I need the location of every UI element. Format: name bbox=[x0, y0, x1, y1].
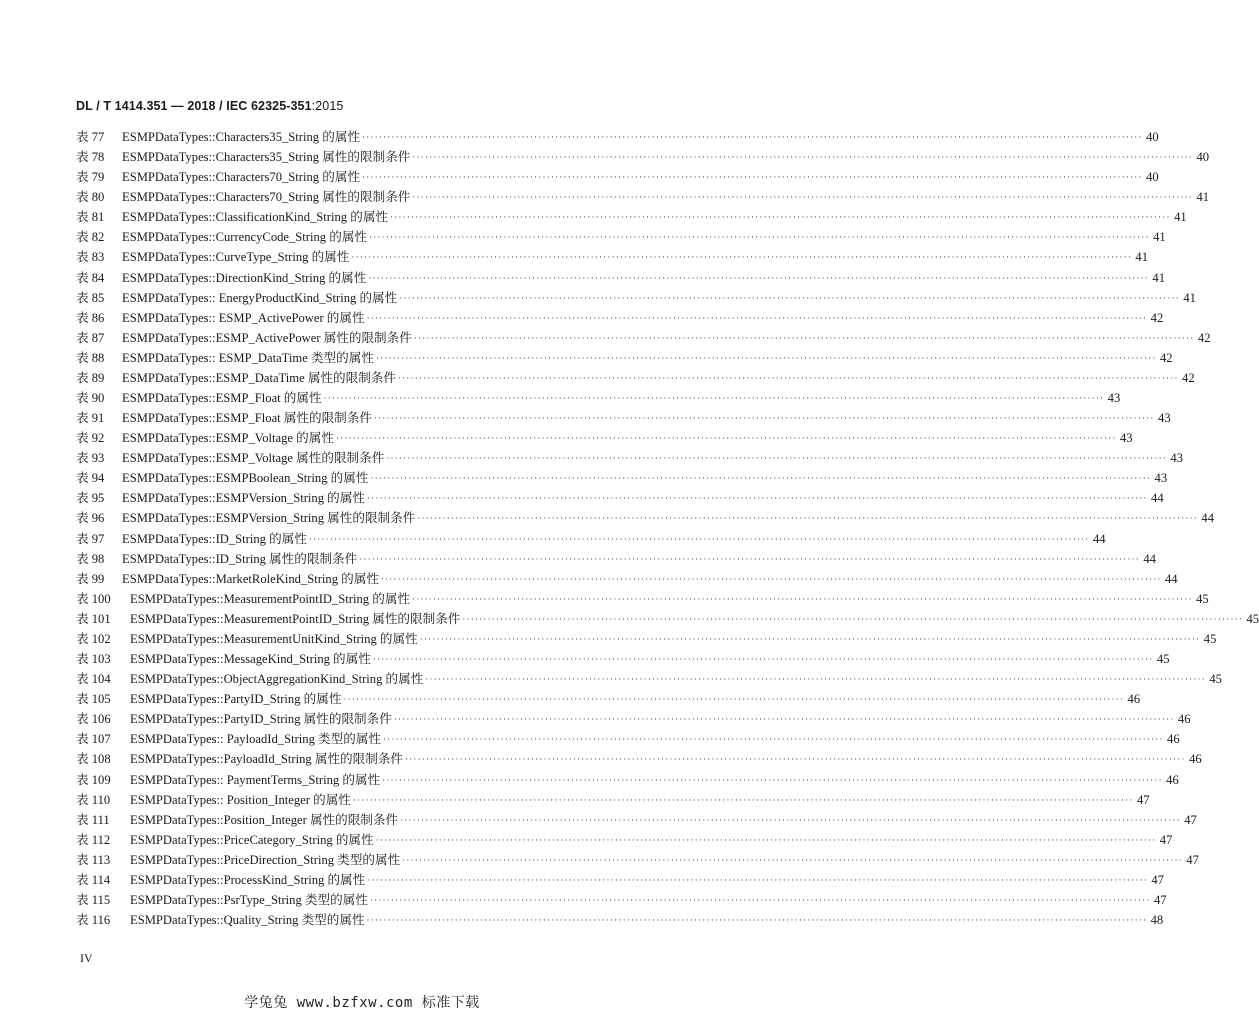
toc-entry-label: 表 111 bbox=[76, 812, 110, 827]
toc-entry-title: ESMPDataTypes::Characters35_String 属性的限制条件 bbox=[122, 150, 411, 165]
toc-entry-title: ESMPDataTypes::ESMP_Float 的属性 bbox=[122, 391, 322, 406]
toc-entry[interactable] bbox=[76, 649, 1170, 669]
toc-dot-leader bbox=[412, 589, 1193, 609]
toc-entry-label: 表 83 bbox=[76, 250, 105, 265]
toc-entry[interactable] bbox=[76, 508, 1214, 528]
toc-entry-label: 表 98 bbox=[76, 551, 105, 566]
toc-entry-title: ESMPDataTypes::ESMP_DataTime 属性的限制条件 bbox=[122, 370, 396, 385]
toc-dot-leader bbox=[398, 368, 1179, 388]
toc-entry-label: 表 86 bbox=[76, 310, 105, 325]
toc-entry-label: 表 96 bbox=[76, 511, 105, 526]
toc-entry[interactable] bbox=[76, 187, 1210, 207]
toc-entry[interactable] bbox=[76, 247, 1149, 267]
toc-entry-page: 43 bbox=[1107, 391, 1121, 406]
toc-entry[interactable] bbox=[76, 810, 1197, 830]
toc-dot-leader bbox=[420, 629, 1201, 649]
toc-entry-label: 表 104 bbox=[76, 672, 111, 687]
toc-entry-page: 47 bbox=[1186, 852, 1199, 867]
toc-entry-label: 表 101 bbox=[76, 611, 111, 626]
toc-entry[interactable] bbox=[76, 268, 1165, 288]
toc-entry[interactable] bbox=[76, 850, 1199, 870]
toc-entry[interactable] bbox=[76, 830, 1173, 850]
toc-dot-leader bbox=[386, 448, 1167, 468]
toc-entry-label: 表 81 bbox=[76, 210, 105, 225]
toc-entry-title: ESMPDataTypes::Quality_String 类型的属性 bbox=[130, 913, 365, 928]
toc-entry-label: 表 95 bbox=[76, 491, 105, 506]
toc-entry-title: ESMPDataTypes::ESMPVersion_String 属性的限制条件 bbox=[122, 511, 416, 526]
toc-entry-page: 44 bbox=[1151, 491, 1164, 506]
toc-entry-page: 41 bbox=[1174, 210, 1187, 225]
toc-entry[interactable] bbox=[76, 790, 1150, 810]
toc-dot-leader bbox=[370, 468, 1151, 488]
toc-dot-leader bbox=[414, 328, 1195, 348]
toc-entry-label: 表 106 bbox=[76, 712, 111, 727]
toc-dot-leader bbox=[373, 649, 1154, 669]
toc-dot-leader bbox=[390, 207, 1171, 227]
toc-entry-label: 表 105 bbox=[76, 692, 111, 707]
toc-entry-title: ESMPDataTypes::PriceDirection_String 类型的属性 bbox=[130, 852, 401, 867]
toc-entry-label: 表 112 bbox=[76, 832, 111, 847]
toc-entry-page: 40 bbox=[1196, 150, 1210, 165]
standard-number: DL / T 1414.351 — 2018 / IEC 62325-351 bbox=[76, 99, 312, 113]
toc-entry[interactable] bbox=[76, 368, 1195, 388]
toc-entry-page: 43 bbox=[1158, 411, 1171, 426]
toc-entry-label: 表 107 bbox=[76, 732, 111, 747]
toc-entry-page: 42 bbox=[1197, 330, 1211, 345]
toc-dot-leader bbox=[368, 268, 1149, 288]
toc-entry-page: 46 bbox=[1127, 692, 1141, 707]
toc-dot-leader bbox=[376, 830, 1157, 850]
toc-entry[interactable] bbox=[76, 428, 1133, 448]
toc-entry-page: 42 bbox=[1160, 350, 1173, 365]
toc-entry-label: 表 84 bbox=[76, 270, 105, 285]
toc-entry-title: ESMPDataTypes::ESMPBoolean_String 的属性 bbox=[122, 471, 369, 486]
toc-entry-page: 45 bbox=[1203, 631, 1217, 646]
toc-entry-title: ESMPDataTypes:: PaymentTerms_String 的属性 bbox=[130, 772, 381, 787]
toc-entry-page: 41 bbox=[1196, 190, 1210, 205]
toc-entry-page: 46 bbox=[1166, 772, 1179, 787]
toc-dot-leader bbox=[367, 870, 1148, 890]
toc-dot-leader bbox=[370, 890, 1151, 910]
toc-entry-title: ESMPDataTypes::DirectionKind_String 的属性 bbox=[122, 270, 367, 285]
toc-entry-title: ESMPDataTypes::ID_String 的属性 bbox=[122, 531, 307, 546]
toc-dot-leader bbox=[309, 529, 1090, 549]
toc-entry-title: ESMPDataTypes::ProcessKind_String 的属性 bbox=[130, 872, 366, 887]
toc-entry-page: 47 bbox=[1136, 792, 1150, 807]
toc-entry-title: ESMPDataTypes::CurrencyCode_String 的属性 bbox=[122, 230, 368, 245]
page-number: IV bbox=[80, 951, 93, 965]
toc-entry[interactable] bbox=[76, 468, 1168, 488]
toc-entry[interactable] bbox=[76, 669, 1222, 689]
toc-entry-page: 43 bbox=[1120, 431, 1133, 446]
toc-dot-leader bbox=[462, 609, 1243, 629]
toc-dot-leader bbox=[367, 488, 1148, 508]
toc-dot-leader bbox=[417, 508, 1198, 528]
toc-dot-leader bbox=[351, 247, 1132, 267]
toc-entry[interactable] bbox=[76, 529, 1106, 549]
toc-entry[interactable] bbox=[76, 770, 1179, 790]
toc-dot-leader bbox=[362, 127, 1143, 147]
toc-dot-leader bbox=[412, 187, 1193, 207]
toc-entry-page: 44 bbox=[1165, 571, 1178, 586]
toc-entry-label: 表 97 bbox=[76, 531, 105, 546]
toc-dot-leader bbox=[324, 388, 1105, 408]
toc-entry-title: ESMPDataTypes:: ESMP_DataTime 类型的属性 bbox=[122, 350, 374, 365]
toc-entry[interactable] bbox=[76, 408, 1171, 428]
toc-dot-leader bbox=[412, 147, 1193, 167]
toc-entry-page: 46 bbox=[1189, 752, 1202, 767]
toc-entry[interactable] bbox=[76, 348, 1173, 368]
toc-entry-title: ESMPDataTypes::MeasurementPointID_String 的属性 bbox=[130, 591, 411, 606]
toc-entry-label: 表 80 bbox=[76, 190, 105, 205]
toc-dot-leader bbox=[367, 910, 1148, 930]
toc-entry-page: 47 bbox=[1151, 872, 1164, 887]
toc-entry[interactable] bbox=[76, 629, 1217, 649]
toc-entry-page: 40 bbox=[1146, 130, 1159, 144]
toc-dot-leader bbox=[394, 709, 1175, 729]
toc-entry[interactable] bbox=[76, 147, 1210, 167]
toc-entry-title: ESMPDataTypes::PartyID_String 的属性 bbox=[130, 692, 342, 707]
page-header bbox=[76, 99, 343, 113]
toc-entry-title: ESMPDataTypes::MeasurementPointID_String 属性的限制条件 bbox=[130, 611, 461, 626]
toc-entry[interactable] bbox=[76, 549, 1156, 569]
toc-entry[interactable] bbox=[76, 328, 1211, 348]
toc-dot-leader bbox=[374, 408, 1155, 428]
toc-entry[interactable] bbox=[76, 589, 1209, 609]
toc-entry-label: 表 85 bbox=[76, 290, 105, 305]
toc-dot-leader bbox=[376, 348, 1157, 368]
toc-entry-label: 表 116 bbox=[76, 913, 111, 928]
toc-entry-title: ESMPDataTypes::ESMP_Voltage 的属性 bbox=[122, 431, 334, 446]
toc-entry-title: ESMPDataTypes::ESMP_Voltage 属性的限制条件 bbox=[122, 451, 385, 466]
toc-entry-label: 表 90 bbox=[76, 391, 105, 406]
toc-entry-label: 表 93 bbox=[76, 451, 105, 466]
toc-entry-label: 表 89 bbox=[76, 370, 105, 385]
toc-entry-page: 41 bbox=[1153, 230, 1166, 245]
toc-entry-page: 47 bbox=[1153, 892, 1167, 907]
toc-entry-page: 41 bbox=[1183, 290, 1196, 305]
toc-entry-label: 表 115 bbox=[76, 892, 111, 907]
toc-entry[interactable] bbox=[76, 890, 1167, 910]
toc-entry-label: 表 100 bbox=[76, 591, 111, 606]
toc-entry-page: 45 bbox=[1196, 591, 1209, 606]
toc-entry[interactable] bbox=[76, 609, 1259, 629]
toc-entry[interactable] bbox=[76, 448, 1183, 468]
toc-entry-page: 45 bbox=[1246, 611, 1259, 626]
toc-entry-label: 表 99 bbox=[76, 571, 105, 586]
toc-entry-title: ESMPDataTypes::PayloadId_String 属性的限制条件 bbox=[130, 752, 404, 767]
toc-entry-page: 45 bbox=[1209, 672, 1222, 687]
toc-entry-page: 43 bbox=[1154, 471, 1168, 486]
toc-dot-leader bbox=[362, 167, 1143, 187]
toc-dot-leader bbox=[425, 669, 1206, 689]
toc-entry-label: 表 114 bbox=[76, 872, 111, 887]
toc-dot-leader bbox=[353, 790, 1134, 810]
toc-entry-title: ESMPDataTypes::Position_Integer 属性的限制条件 bbox=[130, 812, 399, 827]
toc-entry[interactable] bbox=[76, 870, 1164, 890]
toc-entry-title: ESMPDataTypes::PartyID_String 属性的限制条件 bbox=[130, 712, 392, 727]
toc-entry[interactable] bbox=[76, 910, 1164, 930]
toc-entry[interactable] bbox=[76, 689, 1141, 709]
toc-entry-label: 表 88 bbox=[76, 350, 105, 365]
toc-dot-leader bbox=[343, 689, 1124, 709]
toc-entry-title: ESMPDataTypes::MarketRoleKind_String 的属性 bbox=[122, 571, 379, 586]
toc-entry-page: 46 bbox=[1167, 732, 1180, 747]
toc-entry[interactable] bbox=[76, 488, 1164, 508]
toc-entry-title: ESMPDataTypes::ID_String 属性的限制条件 bbox=[122, 551, 358, 566]
toc-entry[interactable] bbox=[76, 227, 1166, 247]
toc-entry-label: 表 78 bbox=[76, 150, 105, 165]
toc-entry-page: 48 bbox=[1150, 913, 1164, 928]
toc-entry[interactable] bbox=[76, 167, 1159, 187]
toc-entry-title: ESMPDataTypes::PsrType_String 类型的属性 bbox=[130, 892, 368, 907]
toc-entry[interactable] bbox=[76, 207, 1187, 227]
standard-year-suffix: :2015 bbox=[311, 99, 344, 113]
toc-entry-page: 42 bbox=[1182, 370, 1195, 385]
toc-entry-page: 42 bbox=[1150, 310, 1164, 325]
toc-entry-title: ESMPDataTypes::ESMP_ActivePower 属性的限制条件 bbox=[122, 330, 412, 345]
toc-entry-title: ESMPDataTypes::ObjectAggregationKind_String 的属性 bbox=[130, 672, 424, 687]
toc-entry-title: ESMPDataTypes:: ESMP_ActivePower 的属性 bbox=[122, 310, 365, 325]
toc-entry-label: 表 91 bbox=[76, 411, 105, 426]
toc-entry-title: ESMPDataTypes:: PayloadId_String 类型的属性 bbox=[130, 732, 381, 747]
toc-dot-leader bbox=[399, 288, 1180, 308]
toc-entry-title: ESMPDataTypes::Characters70_String 的属性 bbox=[122, 170, 361, 185]
toc-entry[interactable] bbox=[76, 288, 1196, 308]
toc-entry-page: 44 bbox=[1201, 511, 1214, 526]
toc-dot-leader bbox=[381, 569, 1162, 589]
toc-entry[interactable] bbox=[76, 388, 1121, 408]
toc-entry[interactable] bbox=[76, 569, 1178, 589]
toc-entry-label: 表 92 bbox=[76, 431, 105, 446]
toc-entry-page: 44 bbox=[1092, 531, 1106, 546]
toc-entry-title: ESMPDataTypes::Characters35_String 的属性 bbox=[122, 130, 361, 144]
toc-entry-title: ESMPDataTypes::Characters70_String 属性的限制条件 bbox=[122, 190, 411, 205]
toc-entry-page: 44 bbox=[1143, 551, 1156, 566]
toc-entry[interactable] bbox=[76, 709, 1191, 729]
toc-entry-label: 表 113 bbox=[76, 852, 111, 867]
toc-dot-leader bbox=[402, 850, 1183, 870]
toc-entry-title: ESMPDataTypes:: Position_Integer 的属性 bbox=[130, 792, 351, 807]
table-of-contents-list bbox=[76, 127, 1259, 930]
toc-entry-label: 表 82 bbox=[76, 230, 105, 245]
toc-entry[interactable] bbox=[76, 729, 1180, 749]
toc-dot-leader bbox=[405, 749, 1186, 769]
toc-entry-label: 表 87 bbox=[76, 330, 105, 345]
toc-dot-leader bbox=[383, 729, 1164, 749]
toc-entry-label: 表 102 bbox=[76, 631, 111, 646]
toc-entry-title: ESMPDataTypes::ClassificationKind_String 的属性 bbox=[122, 210, 389, 225]
toc-entry-page: 47 bbox=[1159, 832, 1173, 847]
toc-entry-title: ESMPDataTypes:: EnergyProductKind_String 的属性 bbox=[122, 290, 398, 305]
toc-entry-title: ESMPDataTypes::MeasurementUnitKind_String 的属性 bbox=[130, 631, 418, 646]
toc-entry-label: 表 109 bbox=[76, 772, 111, 787]
toc-entry-page: 45 bbox=[1156, 652, 1170, 667]
toc-dot-leader bbox=[382, 770, 1163, 790]
toc-entry-label: 表 94 bbox=[76, 471, 105, 486]
toc-entry-page: 41 bbox=[1135, 250, 1149, 265]
toc-entry-title: ESMPDataTypes::MessageKind_String 的属性 bbox=[130, 652, 371, 667]
toc-dot-leader bbox=[369, 227, 1150, 247]
toc-entry[interactable] bbox=[76, 749, 1202, 769]
toc-entry-page: 40 bbox=[1146, 170, 1159, 185]
toc-entry-page: 47 bbox=[1184, 812, 1197, 827]
toc-entry-page: 43 bbox=[1170, 451, 1183, 466]
toc-entry-label: 表 108 bbox=[76, 752, 111, 767]
toc-entry[interactable] bbox=[76, 127, 1159, 147]
toc-entry-page: 46 bbox=[1177, 712, 1191, 727]
toc-entry-label: 表 77 bbox=[76, 130, 105, 144]
toc-entry-title: ESMPDataTypes::ESMP_Float 属性的限制条件 bbox=[122, 411, 372, 426]
toc-dot-leader bbox=[400, 810, 1181, 830]
toc-entry-title: ESMPDataTypes::CurveType_String 的属性 bbox=[122, 250, 350, 265]
watermark-text: 学兔兔 www.bzfxw.com 标准下载 bbox=[244, 995, 480, 1011]
toc-entry-label: 表 110 bbox=[76, 792, 111, 807]
toc-entry[interactable] bbox=[76, 308, 1164, 328]
toc-dot-leader bbox=[367, 308, 1148, 328]
toc-entry-title: ESMPDataTypes::ESMPVersion_String 的属性 bbox=[122, 491, 365, 506]
toc-entry-label: 表 103 bbox=[76, 652, 111, 667]
toc-entry-title: ESMPDataTypes::PriceCategory_String 的属性 bbox=[130, 832, 374, 847]
toc-dot-leader bbox=[336, 428, 1117, 448]
toc-entry-page: 41 bbox=[1152, 270, 1165, 285]
toc-dot-leader bbox=[359, 549, 1140, 569]
toc-entry-label: 表 79 bbox=[76, 170, 105, 185]
